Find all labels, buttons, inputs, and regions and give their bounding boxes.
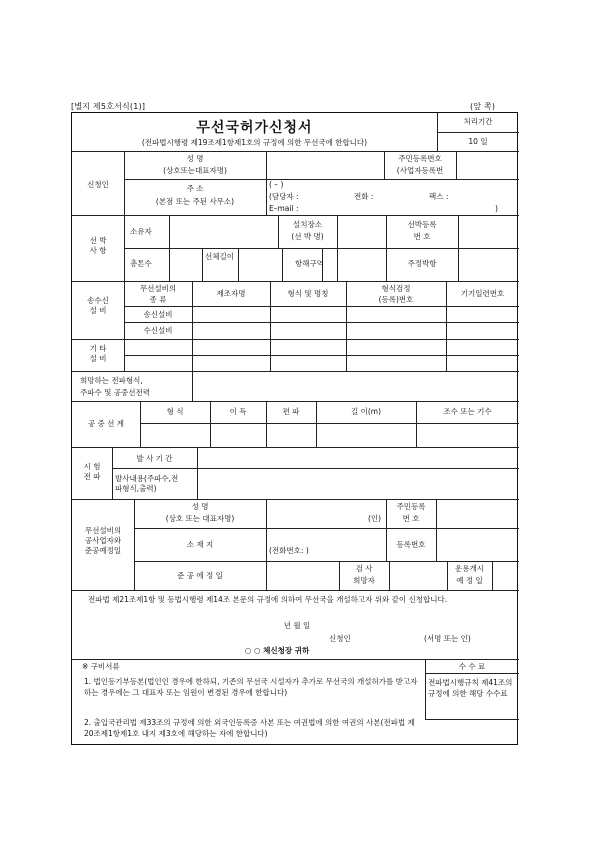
applicant-address-label: 주 소 xyxy=(186,184,204,193)
processing-period-label: 처리기간 xyxy=(463,117,493,126)
applicant-name-label: 성 명 xyxy=(186,154,204,163)
applicant-email-field[interactable]: E–mail : xyxy=(269,204,299,213)
equip-serial-label: 기기일련번호 xyxy=(460,289,505,298)
applicant-address-sub: (본점 또는 주된 사무소) xyxy=(155,197,235,206)
applicant-email-close: ) xyxy=(495,204,498,213)
contractor-regno-label: 주민등록 xyxy=(396,502,426,511)
form-id: [별지 제5호서식(1)] xyxy=(71,102,146,111)
fee-text: 전파법시행규칙 제41조의규정에 의한 해당 수수료 xyxy=(428,678,513,698)
antenna-section-label: 공 중 선 계 xyxy=(87,419,125,428)
contractor-inspect-sub: 희망자 xyxy=(353,576,375,585)
ship-reg-label: 선박등록 xyxy=(407,220,437,229)
declaration-applicant: 신청인 xyxy=(329,634,351,643)
form-subtitle: (전파법시행령 제19조제1항제1호의 규정에 의한 무선국에 한합니다) xyxy=(141,138,368,147)
equip-model-label: 형식 및 명칭 xyxy=(287,289,329,298)
contractor-op-sub: 예 정 일 xyxy=(456,576,483,585)
ship-route-label: 항해구역 xyxy=(295,259,324,268)
test-content-label: 발사내용(주파수,전 파형식,출력) xyxy=(115,474,179,493)
equip-maker-label: 제조자명 xyxy=(216,289,246,298)
contractor-regno-sub: 번 호 xyxy=(402,514,420,523)
contractor-inspect-label: 검 사 xyxy=(355,564,373,573)
ship-port-label: 주정박항 xyxy=(407,259,437,268)
antenna-length-label: 길 이(m) xyxy=(350,407,382,416)
contractor-reg-label: 등록번호 xyxy=(396,540,426,549)
ship-location-sub: (선 박 명) xyxy=(291,232,324,241)
declaration-sign[interactable]: (서명 또는 인) xyxy=(424,634,471,643)
antenna-gain-label: 이 득 xyxy=(229,407,247,416)
ship-length-label: 선체길이 xyxy=(205,252,234,261)
contractor-name-sub: (상호 또는 대표자명) xyxy=(165,514,235,523)
contractor-name-label: 성 명 xyxy=(191,502,209,511)
test-period-label: 발 사 기 간 xyxy=(136,454,173,463)
fee-title: 수 수 료 xyxy=(458,662,486,671)
declaration-date[interactable]: 년 월 일 xyxy=(283,621,311,630)
test-section-label: 시 험 전 파 xyxy=(83,462,101,481)
document-item-1: 1. 법인등기부등본(법인인 경우에 한하되, 기존의 무선국 시설자가 추가로 무선국의 개설허가를 받고자 하는 경우에는 그 대표자 또는 임원이 변경된 경우에 한합니다) xyxy=(84,677,418,697)
antenna-type-label: 형 식 xyxy=(166,407,184,416)
antenna-pol-label: 편 파 xyxy=(282,407,300,416)
documents-title: ※ 구비서류 xyxy=(82,662,120,671)
ship-tonnage-label: 총톤수 xyxy=(130,259,152,268)
antenna-elements-label: 조수 또는 기수 xyxy=(443,407,492,416)
desired-label-1: 희망하는 전파형식, xyxy=(80,376,143,385)
document-item-2: 2. 출입국관리법 제33조의 규정에 의한 외국인등록증 사본 또는 여권법에 의한 여권의 사본(전파법 제20조제1항제1호 내지 제3호에 해당하는 자에 한합니다) xyxy=(84,718,415,738)
equip-approval-label: 형식검정 xyxy=(381,284,411,293)
contractor-op-label: 운용개시 xyxy=(455,564,484,573)
application-form xyxy=(71,112,518,745)
desired-label-2: 주파수 및 공중선전력 xyxy=(80,388,150,397)
equip-tx-label: 송신설비 xyxy=(143,310,173,319)
declaration-text: 전파법 제21조제1항 및 동법시행령 제14조 본문의 규정에 의하여 무선국을 개설하고자 위와 같이 신청합니다. xyxy=(88,595,448,604)
other-section-label: 기 타 설 비 xyxy=(89,344,107,363)
page-side: (앞 쪽) xyxy=(470,102,496,111)
ship-section-label: 선 박 사 항 xyxy=(89,236,107,255)
equip-approval-sub: (등록)번호 xyxy=(378,295,414,304)
addressee: ○ ○ 체신청장 귀하 xyxy=(244,646,310,655)
applicant-section-label: 신청인 xyxy=(87,180,109,189)
applicant-fax-field[interactable]: 팩스 : xyxy=(429,192,449,201)
contractor-section-label: 무선설비의 공사업자와 준공예정일 xyxy=(84,526,122,555)
contractor-addr-label: 소 재 지 xyxy=(186,540,214,549)
processing-period-value: 10 일 xyxy=(468,137,488,146)
ship-location-label: 설치장소 xyxy=(293,220,322,229)
contractor-completion-label: 준 공 에 정 일 xyxy=(177,571,223,580)
applicant-regno-label: 주민등록번호 xyxy=(398,154,442,163)
equip-type-label: 무선설비의 xyxy=(139,284,177,293)
form-title: 무선국허가신청서 xyxy=(196,120,313,136)
ship-reg-sub: 번 호 xyxy=(413,232,431,241)
equip-rx-label: 수신설비 xyxy=(143,326,173,335)
equip-type-sub: 종 류 xyxy=(149,295,167,304)
contractor-seal: (인) xyxy=(368,514,382,523)
applicant-name-sub: (상호또는대표자명) xyxy=(163,166,227,175)
applicant-contact-field[interactable]: (담당자 : xyxy=(269,192,299,201)
equip-section-label: 송수신 설 비 xyxy=(87,296,109,315)
applicant-phone-field[interactable]: ( – ) xyxy=(269,180,284,189)
applicant-regno-sub: (사업자등록번 xyxy=(396,166,444,175)
applicant-tel-field[interactable]: 전화 : xyxy=(354,192,374,201)
ship-owner-label: 소유자 xyxy=(130,227,152,236)
contractor-phone-field[interactable]: (전화번호: ) xyxy=(269,546,309,555)
